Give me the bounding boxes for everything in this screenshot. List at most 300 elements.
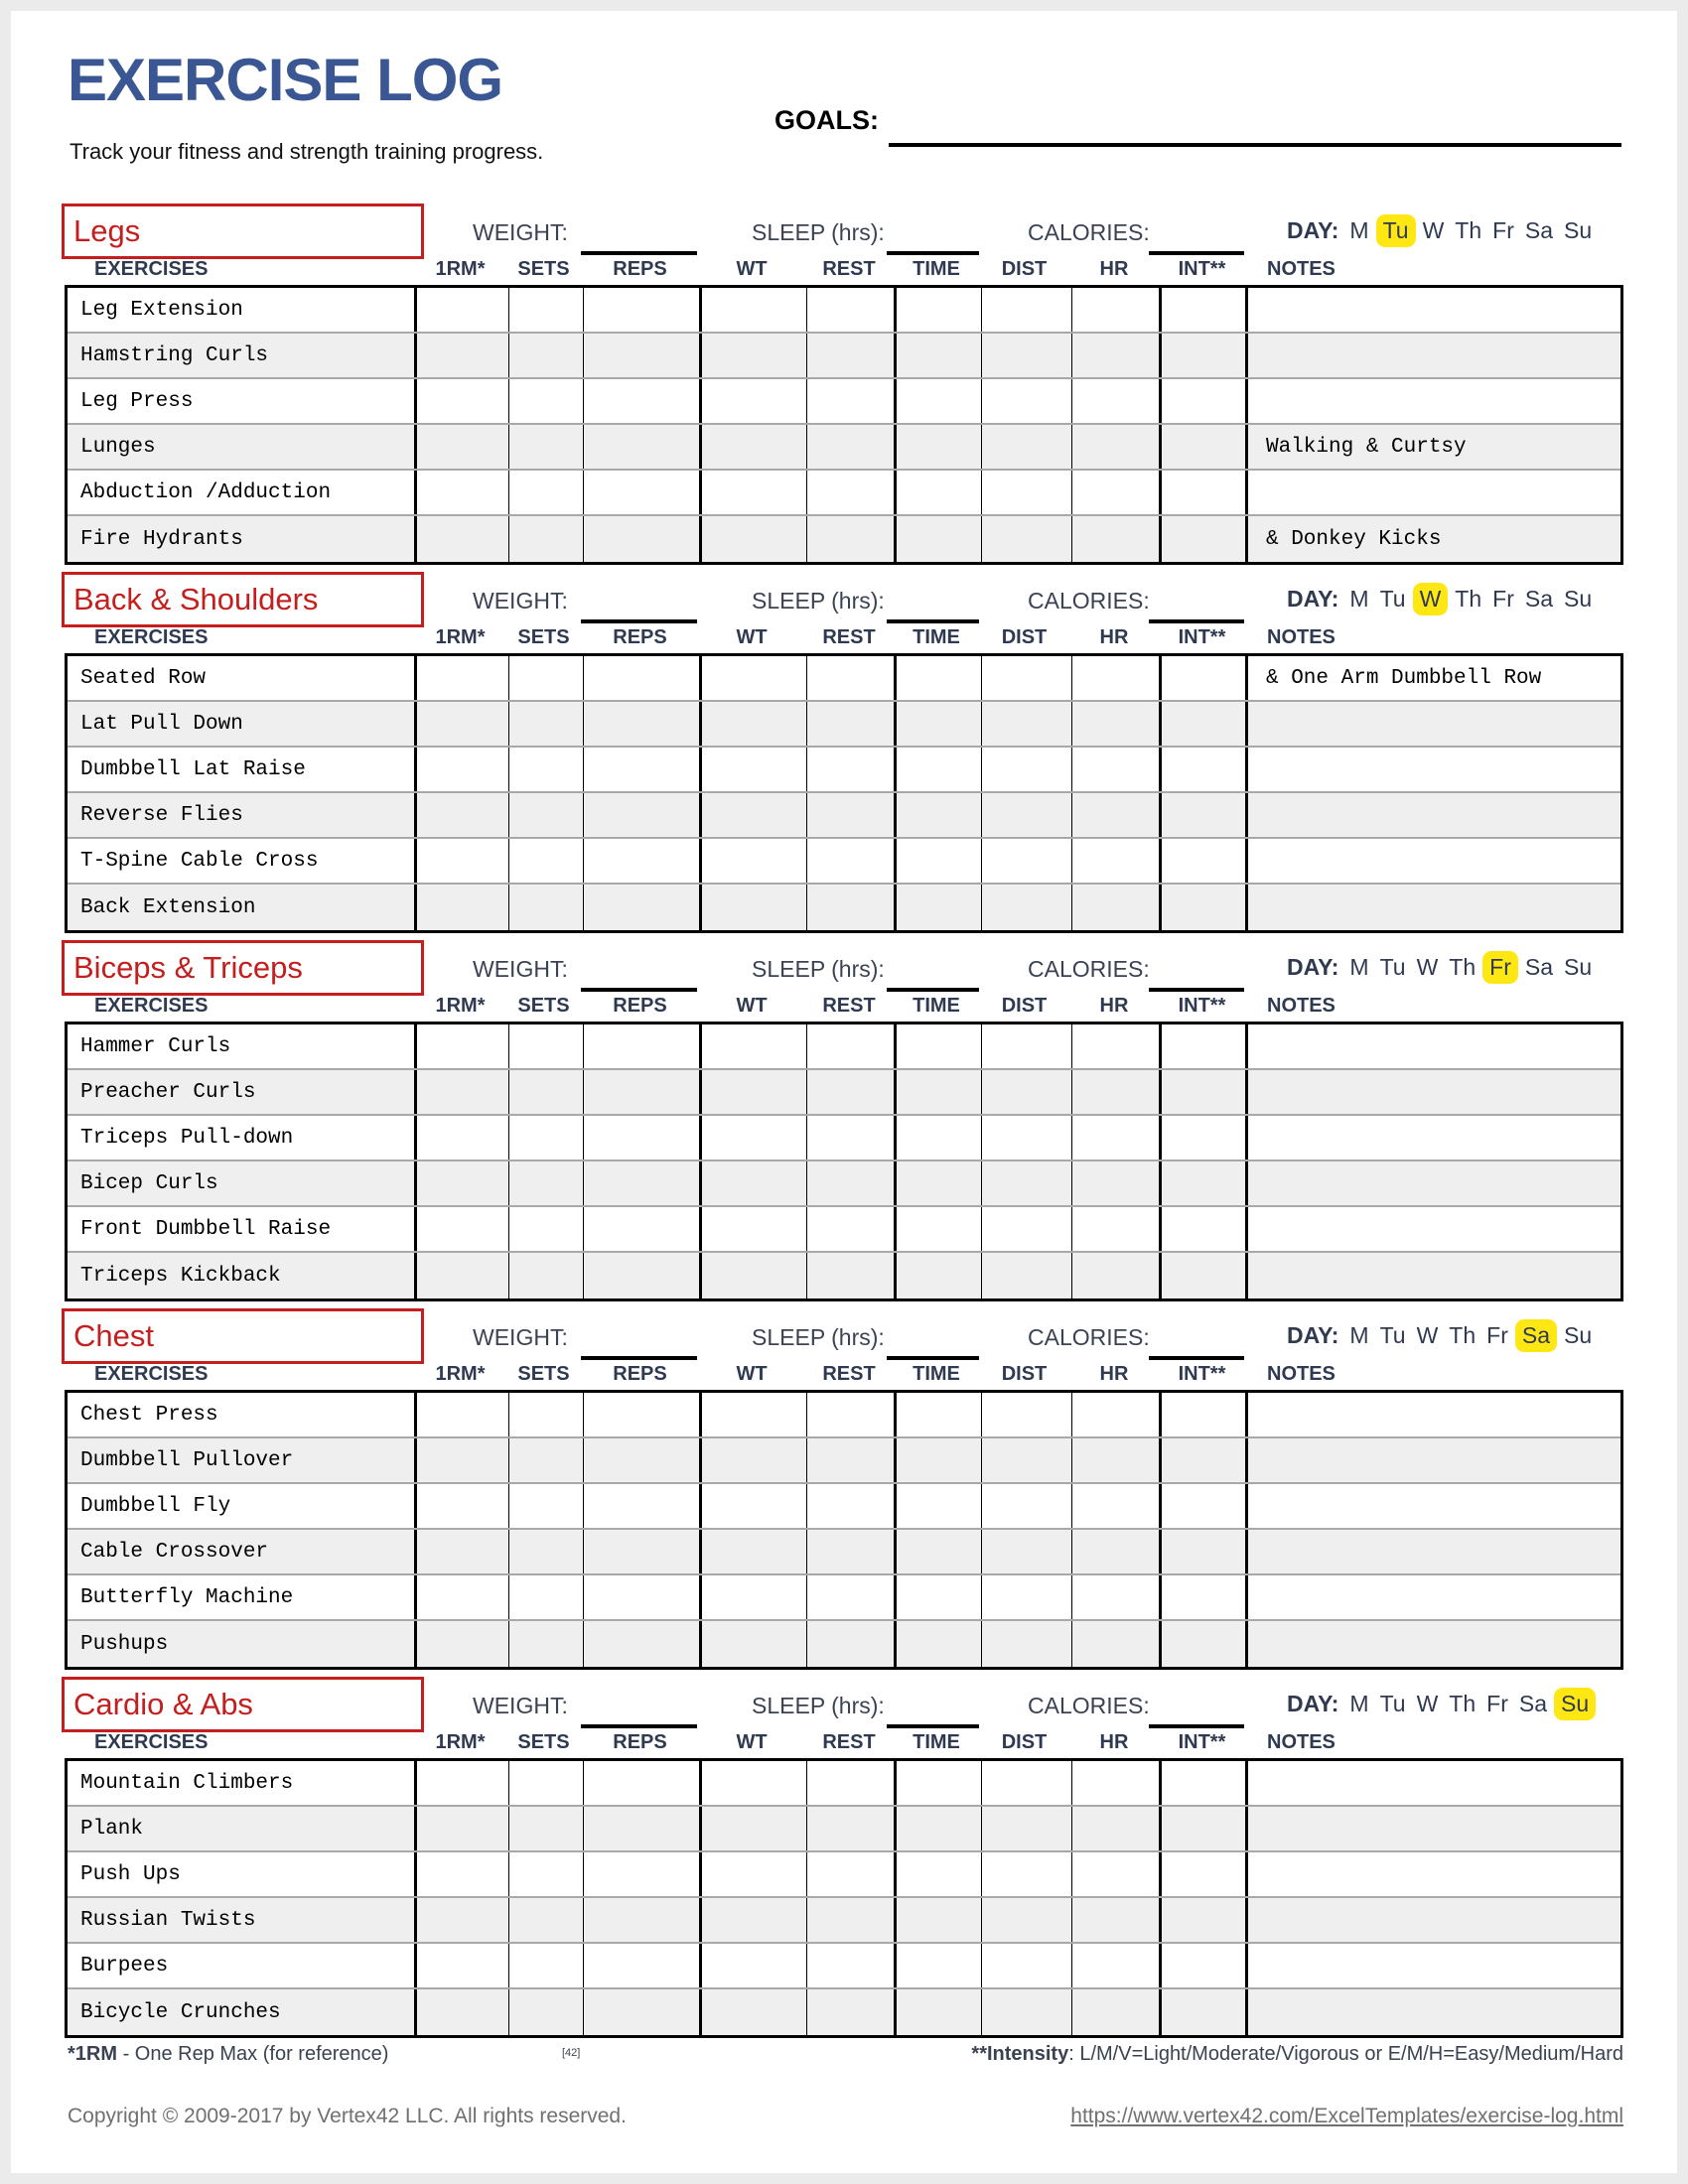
data-cell [897, 379, 982, 423]
data-cell [702, 1024, 807, 1068]
data-cell [807, 1438, 897, 1482]
table-row [68, 656, 1620, 702]
calories-label: CALORIES: [1028, 1693, 1150, 1718]
sleep-label: SLEEP (hrs): [752, 588, 885, 614]
calories-label: CALORIES: [1028, 219, 1150, 245]
data-cell [417, 748, 509, 791]
table-row [68, 1989, 1620, 2035]
table-row [68, 885, 1620, 930]
data-cell [702, 793, 807, 837]
note-cell [1248, 793, 1620, 837]
note-cell [1248, 334, 1620, 377]
data-cell [584, 702, 702, 746]
column-header-wt: WT [736, 1362, 768, 1385]
day-Th: Th [1449, 954, 1477, 980]
data-cell [584, 748, 702, 791]
data-cell [584, 656, 702, 700]
column-header-1rm: 1RM* [435, 1730, 486, 1753]
day-Su: Su [1564, 1322, 1593, 1348]
table-row [68, 1484, 1620, 1530]
exercise-name: Pushups [68, 1621, 417, 1667]
data-cell [807, 656, 897, 700]
column-header-row [65, 255, 1623, 283]
data-cell [897, 334, 982, 377]
data-cell [807, 1253, 897, 1298]
column-header-exercises: EXERCISES [94, 257, 209, 280]
day-Su: Su [1564, 586, 1593, 612]
data-cell [982, 1161, 1072, 1205]
data-cell [982, 1438, 1072, 1482]
day-Fr: Fr [1492, 217, 1514, 243]
section-biceps-triceps [0, 940, 1688, 1308]
data-cell [1162, 1944, 1248, 1987]
copyright-text: Copyright © 2009-2017 by Vertex42 LLC. All rights reserved. [68, 2105, 627, 2127]
data-cell [897, 1807, 982, 1850]
section-title: Cardio & Abs [73, 1687, 253, 1721]
column-header-hr: HR [1099, 257, 1129, 280]
data-cell [807, 1484, 897, 1528]
exercise-table [65, 285, 1623, 565]
exercise-name: Dumbbell Fly [68, 1484, 417, 1528]
data-cell [1072, 1621, 1162, 1667]
column-header-sets: SETS [517, 257, 570, 280]
exercise-name: Front Dumbbell Raise [68, 1207, 417, 1251]
data-cell [1072, 1761, 1162, 1805]
page-title: EXERCISE LOG [68, 47, 503, 113]
table-row [68, 702, 1620, 748]
note-cell [1248, 1024, 1620, 1068]
data-cell [807, 334, 897, 377]
data-cell [807, 516, 897, 562]
data-cell [702, 1207, 807, 1251]
section-cardio-abs [0, 1677, 1688, 2045]
section-chest [0, 1308, 1688, 1677]
exercise-table [65, 1758, 1623, 2038]
data-cell [897, 1024, 982, 1068]
data-cell [509, 1989, 584, 2035]
exercise-name: Cable Crossover [68, 1530, 417, 1573]
exercise-name: Reverse Flies [68, 793, 417, 837]
data-cell [982, 334, 1072, 377]
data-cell [1162, 1575, 1248, 1619]
weight-label: WEIGHT: [473, 588, 568, 614]
data-cell [897, 1621, 982, 1667]
data-cell [982, 793, 1072, 837]
data-cell [702, 1393, 807, 1436]
table-row [68, 1852, 1620, 1898]
table-row [68, 1438, 1620, 1484]
column-header-rest: REST [822, 1362, 876, 1385]
data-cell [702, 1898, 807, 1942]
data-cell [1072, 379, 1162, 423]
table-row [68, 471, 1620, 516]
note-cell [1248, 702, 1620, 746]
table-row [68, 1070, 1620, 1116]
exercise-name: Chest Press [68, 1393, 417, 1436]
day-M: M [1349, 586, 1369, 612]
table-row [68, 288, 1620, 334]
data-cell [897, 1944, 982, 1987]
note-cell [1248, 1621, 1620, 1667]
data-cell [702, 1989, 807, 2035]
note-cell [1248, 1161, 1620, 1205]
column-header-dist: DIST [1001, 994, 1048, 1017]
data-cell [702, 1253, 807, 1298]
data-cell [1162, 702, 1248, 746]
data-cell [1072, 793, 1162, 837]
data-cell [417, 1438, 509, 1482]
column-header-dist: DIST [1001, 1362, 1048, 1385]
exercise-name: Triceps Kickback [68, 1253, 417, 1298]
data-cell [584, 1852, 702, 1896]
table-row [68, 1621, 1620, 1667]
data-cell [509, 1393, 584, 1436]
day-M: M [1349, 217, 1369, 243]
day-Su: Su [1564, 217, 1593, 243]
data-cell [1072, 1852, 1162, 1896]
data-cell [1072, 1989, 1162, 2035]
vertex42-mini-mark: [42] [562, 2047, 581, 2059]
day-selector [1287, 1691, 1592, 1717]
data-cell [1072, 839, 1162, 883]
data-cell [702, 334, 807, 377]
exercise-table [65, 1022, 1623, 1301]
column-header-int: INT** [1178, 625, 1226, 648]
data-cell [1162, 1761, 1248, 1805]
day-Tu: Tu [1379, 1322, 1406, 1348]
data-cell [807, 288, 897, 332]
data-cell [509, 425, 584, 469]
data-cell [417, 1621, 509, 1667]
day-Th: Th [1455, 586, 1482, 612]
data-cell [982, 1761, 1072, 1805]
note-cell [1248, 1852, 1620, 1896]
data-cell [1072, 1207, 1162, 1251]
note-cell [1248, 839, 1620, 883]
data-cell [702, 1852, 807, 1896]
exercise-name: Leg Press [68, 379, 417, 423]
column-header-reps: REPS [613, 994, 667, 1017]
data-cell [897, 1484, 982, 1528]
column-header-reps: REPS [613, 1730, 667, 1753]
data-cell [509, 885, 584, 930]
data-cell [982, 1944, 1072, 1987]
data-cell [807, 1944, 897, 1987]
note-cell [1248, 1530, 1620, 1573]
column-header-row [65, 1360, 1623, 1388]
data-cell [417, 656, 509, 700]
day-Sa: Sa [1524, 954, 1553, 980]
data-cell [417, 1807, 509, 1850]
data-cell [417, 288, 509, 332]
note-cell [1248, 1807, 1620, 1850]
data-cell [1162, 288, 1248, 332]
data-cell [1072, 425, 1162, 469]
data-cell [509, 702, 584, 746]
data-cell [702, 1484, 807, 1528]
table-row [68, 1207, 1620, 1253]
table-row [68, 1253, 1620, 1298]
data-cell [897, 839, 982, 883]
table-row [68, 1161, 1620, 1207]
page-subtitle: Track your fitness and strength training progress. [70, 139, 544, 164]
data-cell [1072, 1530, 1162, 1573]
data-cell [1072, 702, 1162, 746]
data-cell [417, 1530, 509, 1573]
data-cell [584, 1898, 702, 1942]
data-cell [584, 1207, 702, 1251]
data-cell [897, 1161, 982, 1205]
day-selector [1287, 954, 1592, 981]
data-cell [897, 1530, 982, 1573]
data-cell [584, 839, 702, 883]
section-title-box [62, 1308, 424, 1364]
data-cell [509, 1484, 584, 1528]
data-cell [1162, 1484, 1248, 1528]
data-cell [509, 1575, 584, 1619]
data-cell [807, 1898, 897, 1942]
weight-label: WEIGHT: [473, 1693, 568, 1718]
note-cell [1248, 379, 1620, 423]
column-header-wt: WT [736, 1730, 768, 1753]
data-cell [1072, 288, 1162, 332]
data-cell [417, 1898, 509, 1942]
sleep-label: SLEEP (hrs): [752, 1693, 885, 1718]
data-cell [584, 1944, 702, 1987]
calories-label: CALORIES: [1028, 956, 1150, 982]
calories-label: CALORIES: [1028, 588, 1150, 614]
column-header-time: TIME [913, 1730, 960, 1753]
column-header-int: INT** [1178, 994, 1226, 1017]
data-cell [1162, 1116, 1248, 1160]
day-Fr: Fr [1486, 1322, 1508, 1348]
data-cell [509, 379, 584, 423]
column-header-rest: REST [822, 1730, 876, 1753]
column-header-sets: SETS [517, 625, 570, 648]
weight-label: WEIGHT: [473, 1324, 568, 1350]
exercise-name: Mountain Climbers [68, 1761, 417, 1805]
data-cell [897, 516, 982, 562]
data-cell [702, 748, 807, 791]
data-cell [1162, 1989, 1248, 2035]
exercise-table [65, 653, 1623, 933]
section-title: Biceps & Triceps [73, 950, 303, 985]
day-Th: Th [1449, 1322, 1477, 1348]
note-cell [1248, 1761, 1620, 1805]
exercise-name: Dumbbell Lat Raise [68, 748, 417, 791]
table-row [68, 793, 1620, 839]
data-cell [417, 1253, 509, 1298]
day-Sa: Sa [1524, 217, 1553, 243]
column-header-hr: HR [1099, 1730, 1129, 1753]
data-cell [1162, 885, 1248, 930]
data-cell [417, 1024, 509, 1068]
exercise-name: Hamstring Curls [68, 334, 417, 377]
day-Tu: Tu [1379, 954, 1406, 980]
data-cell [1072, 1438, 1162, 1482]
goals-input-line [889, 143, 1621, 147]
data-cell [702, 288, 807, 332]
data-cell [509, 516, 584, 562]
data-cell [897, 748, 982, 791]
exercise-name: Burpees [68, 1944, 417, 1987]
day-M: M [1349, 954, 1369, 980]
data-cell [982, 1116, 1072, 1160]
data-cell [417, 425, 509, 469]
data-cell [1162, 839, 1248, 883]
data-cell [702, 839, 807, 883]
data-cell [584, 1530, 702, 1573]
day-Tu-highlighted: Tu [1376, 214, 1416, 247]
data-cell [807, 1575, 897, 1619]
template-url-link[interactable]: https://www.vertex42.com/ExcelTemplates/exercise-log.html [1070, 2105, 1623, 2127]
day-W-highlighted: W [1413, 583, 1449, 615]
data-cell [897, 1253, 982, 1298]
data-cell [702, 1575, 807, 1619]
data-cell [1162, 1898, 1248, 1942]
data-cell [807, 1024, 897, 1068]
data-cell [807, 1207, 897, 1251]
section-title-box [62, 572, 424, 627]
table-row [68, 425, 1620, 471]
data-cell [417, 1852, 509, 1896]
column-header-row [65, 623, 1623, 651]
note-cell [1248, 1575, 1620, 1619]
data-cell [584, 1621, 702, 1667]
data-cell [584, 1807, 702, 1850]
data-cell [807, 1161, 897, 1205]
day-Tu: Tu [1379, 1691, 1406, 1716]
data-cell [417, 1484, 509, 1528]
data-cell [982, 1070, 1072, 1114]
data-cell [982, 288, 1072, 332]
day-W: W [1416, 1691, 1439, 1716]
column-header-sets: SETS [517, 994, 570, 1017]
data-cell [584, 516, 702, 562]
data-cell [509, 1207, 584, 1251]
data-cell [982, 1207, 1072, 1251]
data-cell [1162, 1070, 1248, 1114]
section-title-box [62, 204, 424, 259]
data-cell [584, 1393, 702, 1436]
exercise-name: Bicep Curls [68, 1161, 417, 1205]
data-cell [982, 1621, 1072, 1667]
data-cell [417, 793, 509, 837]
column-header-hr: HR [1099, 1362, 1129, 1385]
sleep-label: SLEEP (hrs): [752, 956, 885, 982]
note-cell: Walking & Curtsy [1266, 435, 1467, 459]
day-label: DAY: [1287, 954, 1339, 980]
data-cell [584, 425, 702, 469]
data-cell [1072, 885, 1162, 930]
data-cell [897, 1393, 982, 1436]
data-cell [417, 516, 509, 562]
exercise-name: Lat Pull Down [68, 702, 417, 746]
data-cell [1072, 1807, 1162, 1850]
data-cell [417, 1393, 509, 1436]
data-cell [509, 1944, 584, 1987]
table-row [68, 334, 1620, 379]
day-Sa-highlighted: Sa [1515, 1319, 1557, 1352]
data-cell [417, 379, 509, 423]
data-cell [417, 702, 509, 746]
data-cell [982, 1575, 1072, 1619]
data-cell [982, 425, 1072, 469]
day-M: M [1349, 1322, 1369, 1348]
data-cell [807, 1852, 897, 1896]
data-cell [1162, 1621, 1248, 1667]
section-back-shoulders [0, 572, 1688, 940]
exercise-name: Russian Twists [68, 1898, 417, 1942]
data-cell [982, 702, 1072, 746]
data-cell [509, 1621, 584, 1667]
data-cell [1162, 379, 1248, 423]
section-title-box [62, 1677, 424, 1732]
data-cell [1162, 516, 1248, 562]
data-cell [417, 1989, 509, 2035]
data-cell [1162, 1438, 1248, 1482]
note-cell [1248, 1393, 1620, 1436]
data-cell [982, 839, 1072, 883]
data-cell [982, 885, 1072, 930]
day-Su: Su [1564, 954, 1593, 980]
column-header-time: TIME [913, 257, 960, 280]
column-header-notes: NOTES [1267, 257, 1336, 280]
data-cell [897, 1207, 982, 1251]
goals-label: GOALS: [774, 105, 879, 135]
data-cell [982, 471, 1072, 514]
data-cell [897, 656, 982, 700]
column-header-1rm: 1RM* [435, 1362, 486, 1385]
note-cell [1248, 288, 1620, 332]
data-cell [1072, 1484, 1162, 1528]
day-W: W [1416, 954, 1439, 980]
column-header-dist: DIST [1001, 257, 1048, 280]
table-row [68, 1116, 1620, 1161]
data-cell [417, 1207, 509, 1251]
data-cell [1162, 656, 1248, 700]
data-cell [584, 1484, 702, 1528]
data-cell [417, 1944, 509, 1987]
column-header-dist: DIST [1001, 625, 1048, 648]
column-header-hr: HR [1099, 625, 1129, 648]
data-cell [417, 334, 509, 377]
column-header-sets: SETS [517, 1730, 570, 1753]
data-cell [1072, 1393, 1162, 1436]
note-cell: & Donkey Kicks [1266, 527, 1442, 551]
day-Fr: Fr [1486, 1691, 1508, 1716]
exercise-name: Lunges [68, 425, 417, 469]
day-M: M [1349, 1691, 1369, 1716]
data-cell [807, 1530, 897, 1573]
data-cell [982, 1484, 1072, 1528]
data-cell [897, 1898, 982, 1942]
exercise-name: Back Extension [68, 885, 417, 930]
data-cell [1072, 656, 1162, 700]
data-cell [1162, 793, 1248, 837]
table-row [68, 1761, 1620, 1807]
day-W: W [1416, 1322, 1439, 1348]
data-cell [982, 379, 1072, 423]
data-cell [584, 334, 702, 377]
column-header-row [65, 992, 1623, 1020]
data-cell [702, 1530, 807, 1573]
data-cell [584, 1116, 702, 1160]
data-cell [702, 425, 807, 469]
data-cell [982, 1253, 1072, 1298]
section-title: Legs [73, 213, 141, 248]
column-header-int: INT** [1178, 257, 1226, 280]
